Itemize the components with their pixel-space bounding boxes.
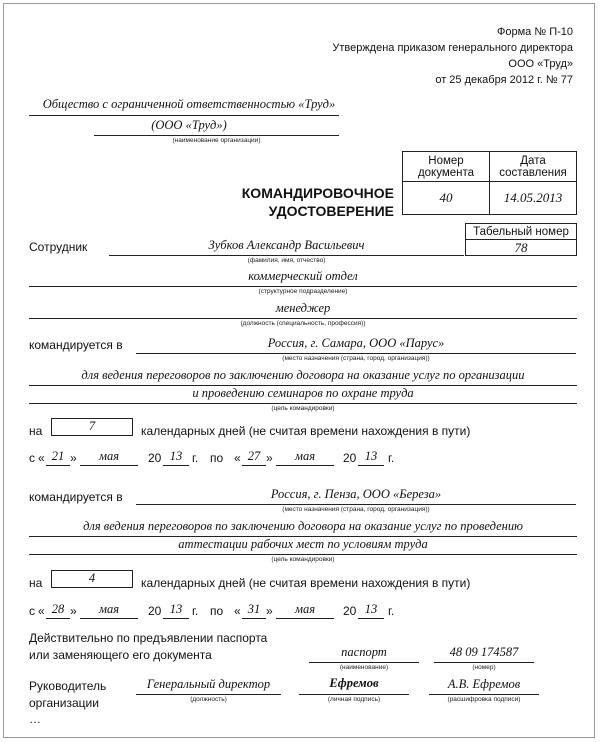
doc-number-header: Номер документа — [402, 151, 490, 182]
trip2-days: 4 — [88, 571, 96, 585]
trip2-purpose-caption: (цель командировки) — [271, 556, 335, 563]
trip2-na-label: на — [29, 576, 43, 590]
form-number: Форма № П-10 — [497, 26, 573, 38]
trip2-label: командируется в — [29, 490, 123, 504]
trip1-days: 7 — [88, 419, 96, 433]
trip2-destination: Россия, г. Пенза, ООО «Береза» — [270, 487, 442, 501]
trip2-from-yr: 13 — [169, 602, 183, 616]
document-title-line1: КОМАНДИРОВОЧНОЕ — [241, 185, 394, 201]
passport-label-line2: или заменяющего его документа — [29, 648, 212, 662]
signer-label-line2: организации — [29, 696, 99, 710]
signer-name-decoded: А.В. Ефремов — [447, 677, 521, 691]
trip1-from-yr-prefix: 20 — [148, 451, 162, 465]
trip2-from-day: 28 — [51, 602, 65, 616]
doc-number-value: 40 — [402, 181, 490, 215]
trip1-g2: г. — [388, 451, 395, 465]
trip2-from-yr-line — [163, 618, 189, 619]
trip1-purpose-line1: для ведения переговоров по заключению договора на оказание услуг по организации — [81, 368, 525, 382]
approval-company: ООО «Труд» — [508, 58, 573, 70]
trip2-to-lq: « — [234, 604, 241, 618]
trip1-from-yr-line — [163, 465, 189, 466]
trip1-from-day-line — [46, 465, 70, 466]
trip1-to-month-line — [276, 465, 334, 466]
trip2-purpose-line1: для ведения переговоров по заключению договора на оказание услуг по проведению — [83, 519, 523, 533]
employee-name-caption: (фамилия, имя, отчество) — [247, 257, 326, 264]
signature-line — [299, 694, 409, 695]
trip2-from-month-line — [80, 618, 138, 619]
trip1-to-month: мая — [294, 449, 316, 463]
position: менеджер — [275, 301, 331, 315]
trip2-po: по — [210, 604, 224, 618]
document-title-line2: УДОСТОВЕРЕНИЕ — [268, 203, 394, 219]
signer-label-line1: Руководитель — [29, 679, 107, 693]
trip1-to-rq: » — [266, 451, 273, 465]
trip2-from-rq: » — [70, 604, 77, 618]
trip2-from-lq: « — [38, 604, 45, 618]
passport-number-caption: (номер) — [472, 664, 496, 671]
signer-name-caption: (расшифровка подписи) — [447, 696, 521, 703]
trip1-from-month: мая — [98, 449, 120, 463]
tabel-number-value: 78 — [465, 239, 577, 256]
tabel-number-header: Табельный номер — [465, 223, 577, 240]
trip1-label: командируется в — [29, 338, 123, 352]
trip1-to-yr-line — [358, 465, 384, 466]
trip1-purpose-line2-rule — [29, 403, 577, 404]
trip1-na-label: на — [29, 424, 43, 438]
signer-dots: … — [29, 712, 41, 726]
passport-number-line — [434, 662, 534, 663]
trip2-to-yr-prefix: 20 — [343, 604, 357, 618]
trip1-from-yr: 13 — [169, 449, 183, 463]
trip1-to-lq: « — [234, 451, 241, 465]
approval-line: Утверждена приказом генерального директора — [332, 42, 573, 54]
trip2-from-day-line — [46, 618, 70, 619]
employee-label: Сотрудник — [29, 240, 88, 254]
trip2-g1: г. — [192, 604, 199, 618]
signer-position-caption: (должность) — [190, 696, 227, 703]
passport-doc-name: паспорт — [341, 645, 387, 659]
trip1-destination-line — [136, 353, 576, 354]
trip2-to-yr: 13 — [364, 602, 378, 616]
employee-name-line — [109, 255, 464, 256]
trip1-purpose-caption: (цель командировки) — [271, 405, 335, 412]
trip2-destination-line — [136, 504, 576, 505]
organization-name: Общество с ограниченной ответственностью «Труд» — [42, 97, 336, 111]
passport-doc-caption: (наименование) — [339, 664, 389, 671]
trip2-to-day-line — [242, 618, 266, 619]
doc-date-value: 14.05.2013 — [489, 181, 577, 215]
organization-short-name: (ООО «Труд») — [151, 118, 227, 132]
approval-date: от 25 декабря 2012 г. № 77 — [435, 74, 573, 86]
passport-number: 48 09 174587 — [449, 645, 519, 659]
trip2-from-yr-prefix: 20 — [148, 604, 162, 618]
org-caption: (наименование организации) — [172, 137, 261, 144]
trip1-g1: г. — [192, 451, 199, 465]
trip1-to-yr: 13 — [364, 449, 378, 463]
trip1-from-month-line — [80, 465, 138, 466]
trip1-from-day: 21 — [51, 449, 65, 463]
trip1-days-text: календарных дней (не считая времени нахождения в пути) — [141, 424, 471, 438]
trip2-days-text: календарных дней (не считая времени нахождения в пути) — [141, 576, 471, 590]
trip1-destination-caption: (место назначения (страна, город, организация)) — [282, 355, 430, 362]
department: коммерческий отдел — [248, 269, 358, 283]
department-caption: (структурное подразделение) — [258, 288, 348, 295]
trip1-purpose-line2: и проведению семинаров по охране труда — [192, 386, 414, 400]
org-name-line — [29, 115, 339, 116]
trip2-to-month-line — [276, 618, 334, 619]
signer-position: Генеральный директор — [146, 677, 271, 691]
trip1-po: по — [210, 451, 224, 465]
trip1-from-rq: » — [70, 451, 77, 465]
trip2-g2: г. — [388, 604, 395, 618]
doc-date-header: Дата составления — [489, 151, 577, 182]
trip2-destination-caption: (место назначения (страна, город, организация)) — [282, 506, 430, 513]
trip1-from-lq: « — [38, 451, 45, 465]
trip2-to-month: мая — [294, 602, 316, 616]
trip1-from-s: с — [29, 451, 35, 465]
trip2-to-yr-line — [358, 618, 384, 619]
trip2-to-rq: » — [266, 604, 273, 618]
trip2-from-s: с — [29, 604, 35, 618]
trip2-purpose-line2-rule — [29, 554, 577, 555]
department-line — [29, 286, 577, 287]
passport-doc-line — [309, 662, 419, 663]
position-caption: (должность (специальность, профессия)) — [240, 320, 366, 327]
signature-caption: (личная подпись) — [327, 696, 381, 703]
passport-label-line1: Действительно по предъявлении паспорта — [29, 631, 268, 645]
signer-position-line — [136, 694, 281, 695]
org-short-line — [94, 135, 339, 136]
signature-mark: Ефремов — [329, 676, 379, 690]
trip2-from-month: мая — [98, 602, 120, 616]
trip1-to-yr-prefix: 20 — [343, 451, 357, 465]
trip2-to-day: 31 — [247, 602, 261, 616]
employee-name: Зубков Александр Васильевич — [208, 238, 365, 252]
position-line — [29, 318, 577, 319]
travel-certificate-form — [3, 3, 595, 738]
trip1-to-day-line — [242, 465, 266, 466]
trip2-purpose-line2: аттестации рабочих мест по условиям труда — [178, 537, 428, 551]
signer-name-line — [429, 694, 539, 695]
trip1-destination: Россия, г. Самара, ООО «Парус» — [267, 336, 445, 350]
trip1-to-day: 27 — [247, 449, 261, 463]
